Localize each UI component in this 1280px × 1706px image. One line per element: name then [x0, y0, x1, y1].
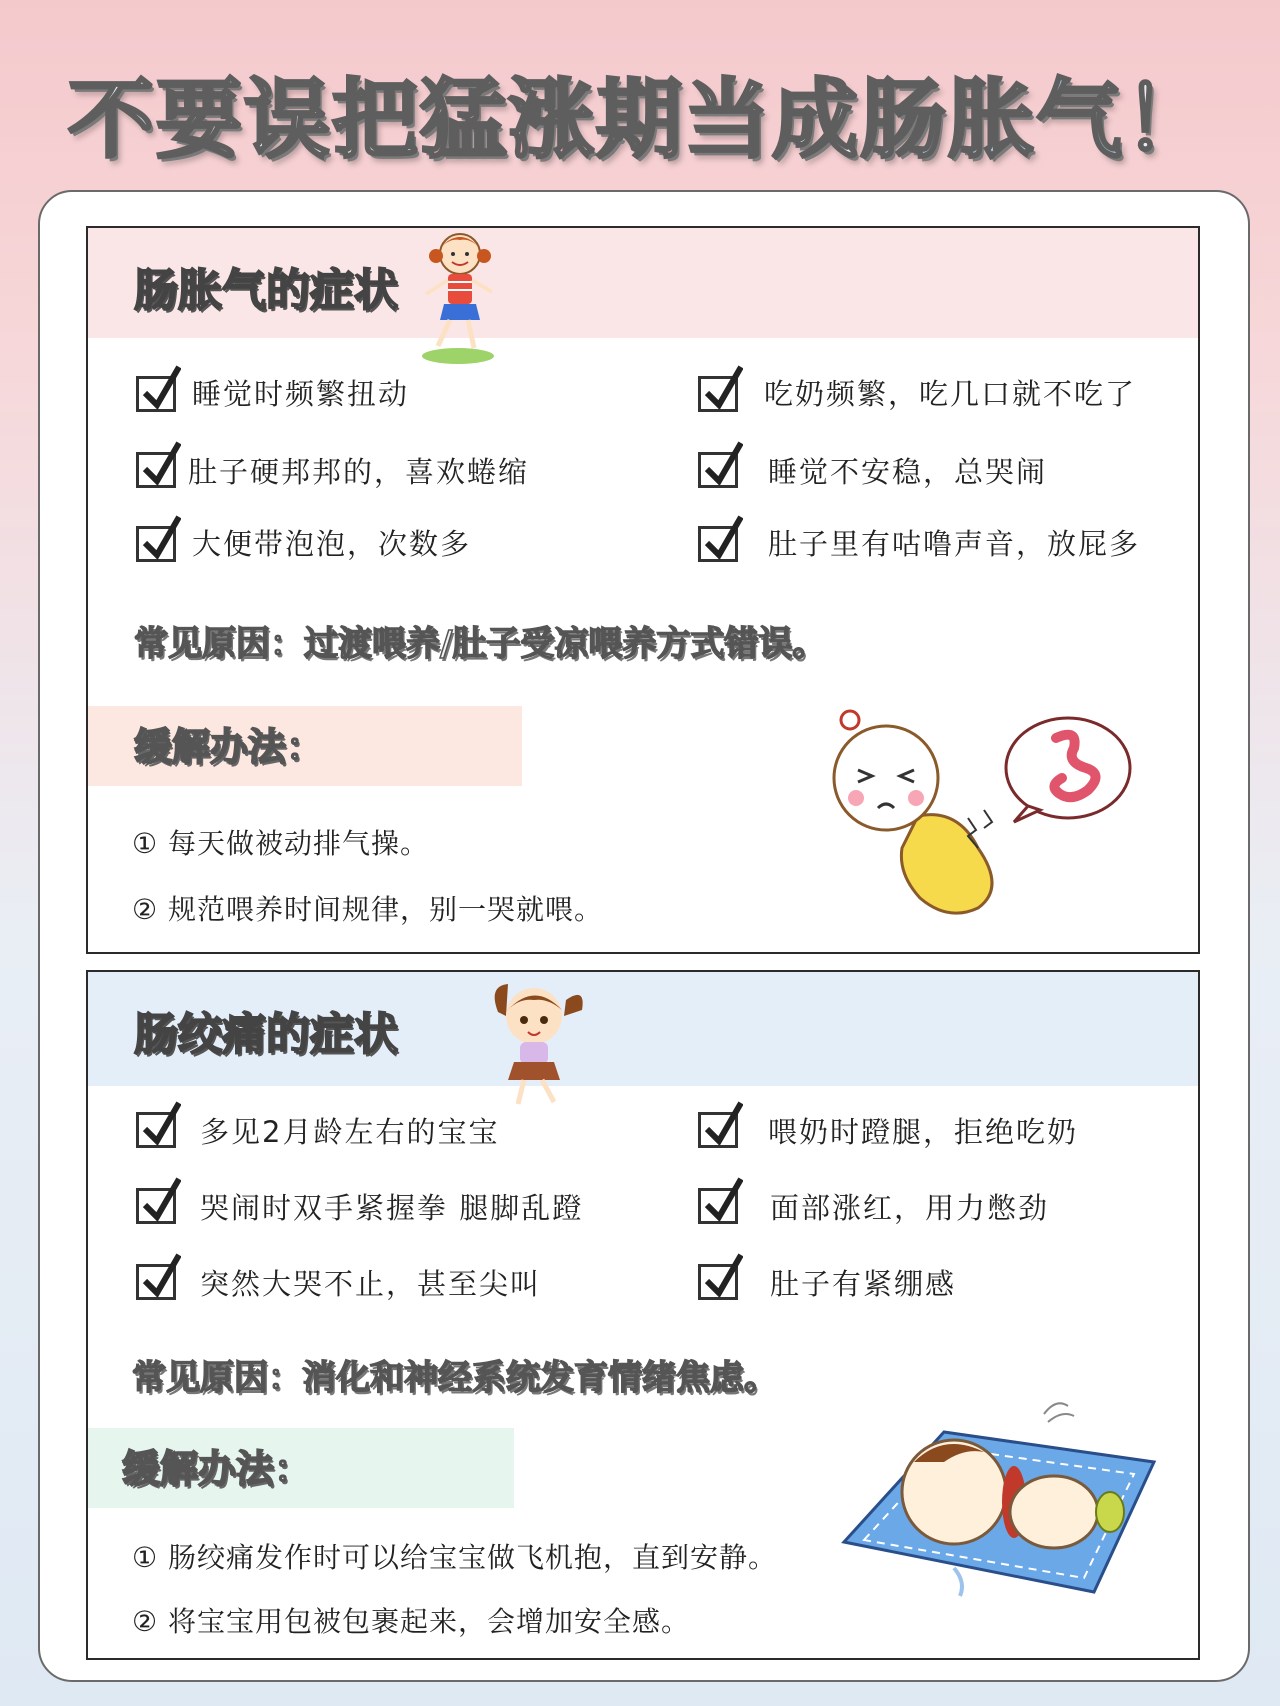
section-heading: 肠绞痛的症状	[134, 1009, 398, 1060]
title-part-5: ！	[1124, 70, 1212, 170]
symptom-item: 肚子有紧绷感	[770, 1267, 957, 1301]
symptom-item: 喂奶时蹬腿，拒绝吃奶	[768, 1115, 1079, 1149]
running-girl-illustration	[478, 976, 588, 1116]
title-part-3: 当成	[684, 70, 860, 170]
title-part-4: 肠胀气	[860, 70, 1124, 170]
symptom-item: 多见2月龄左右的宝宝	[200, 1115, 500, 1149]
section-header	[88, 972, 1198, 1086]
symptom-item: 面部涨红，用力憋劲	[770, 1191, 1050, 1225]
checkbox-icon	[136, 1112, 176, 1148]
relief-method: ② 规范喂养时间规律，别一哭就喂。	[132, 893, 604, 926]
checkbox-icon	[136, 376, 176, 412]
symptom-item: 突然大哭不止，甚至尖叫	[200, 1267, 542, 1301]
section-header	[88, 228, 1198, 338]
colic-section	[86, 970, 1200, 1660]
checkbox-icon	[136, 1188, 176, 1224]
checkbox-icon	[698, 1112, 738, 1148]
checkbox-icon	[698, 452, 738, 488]
checkbox-icon	[136, 526, 176, 562]
relief-method: ① 肠绞痛发作时可以给宝宝做飞机抱，直到安静。	[132, 1541, 778, 1574]
symptom-item: 肚子硬邦邦的，喜欢蜷缩	[188, 455, 530, 489]
page-title	[0, 50, 1280, 174]
section-heading: 肠胀气的症状	[134, 265, 398, 316]
baby-stomachache-illustration	[828, 698, 1168, 928]
checkbox-icon	[698, 526, 738, 562]
symptom-item: 哭闹时双手紧握拳 腿脚乱蹬	[200, 1191, 584, 1225]
checkbox-icon	[698, 376, 738, 412]
checkbox-icon	[698, 1188, 738, 1224]
checkbox-icon	[698, 1264, 738, 1300]
running-girl-illustration	[408, 228, 508, 368]
symptom-item: 睡觉时频繁扭动	[192, 377, 410, 411]
symptom-item: 大便带泡泡，次数多	[192, 527, 472, 561]
symptom-item: 睡觉不安稳，总哭闹	[768, 455, 1048, 489]
relief-title: 缓解办法：	[134, 725, 325, 769]
relief-method: ② 将宝宝用包被包裹起来，会增加安全感。	[132, 1605, 691, 1638]
symptom-item: 吃奶频繁，吃几口就不吃了	[764, 377, 1137, 411]
title-part-2: 猛涨期	[420, 70, 684, 170]
title-part-1: 不要误把	[68, 70, 420, 170]
common-cause: 常见原因：过渡喂养/肚子受凉喂养方式错误。	[134, 624, 827, 664]
checkbox-icon	[136, 1264, 176, 1300]
checkbox-icon	[136, 452, 176, 488]
symptom-item: 肚子里有咕噜声音，放屁多	[768, 527, 1141, 561]
common-cause: 常见原因：消化和神经系统发育情绪焦虑。	[132, 1358, 778, 1398]
relief-method: ① 每天做被动排气操。	[132, 827, 430, 860]
bloating-section	[86, 226, 1200, 954]
relief-title: 缓解办法：	[122, 1447, 313, 1491]
baby-blanket-illustration	[834, 1392, 1164, 1612]
